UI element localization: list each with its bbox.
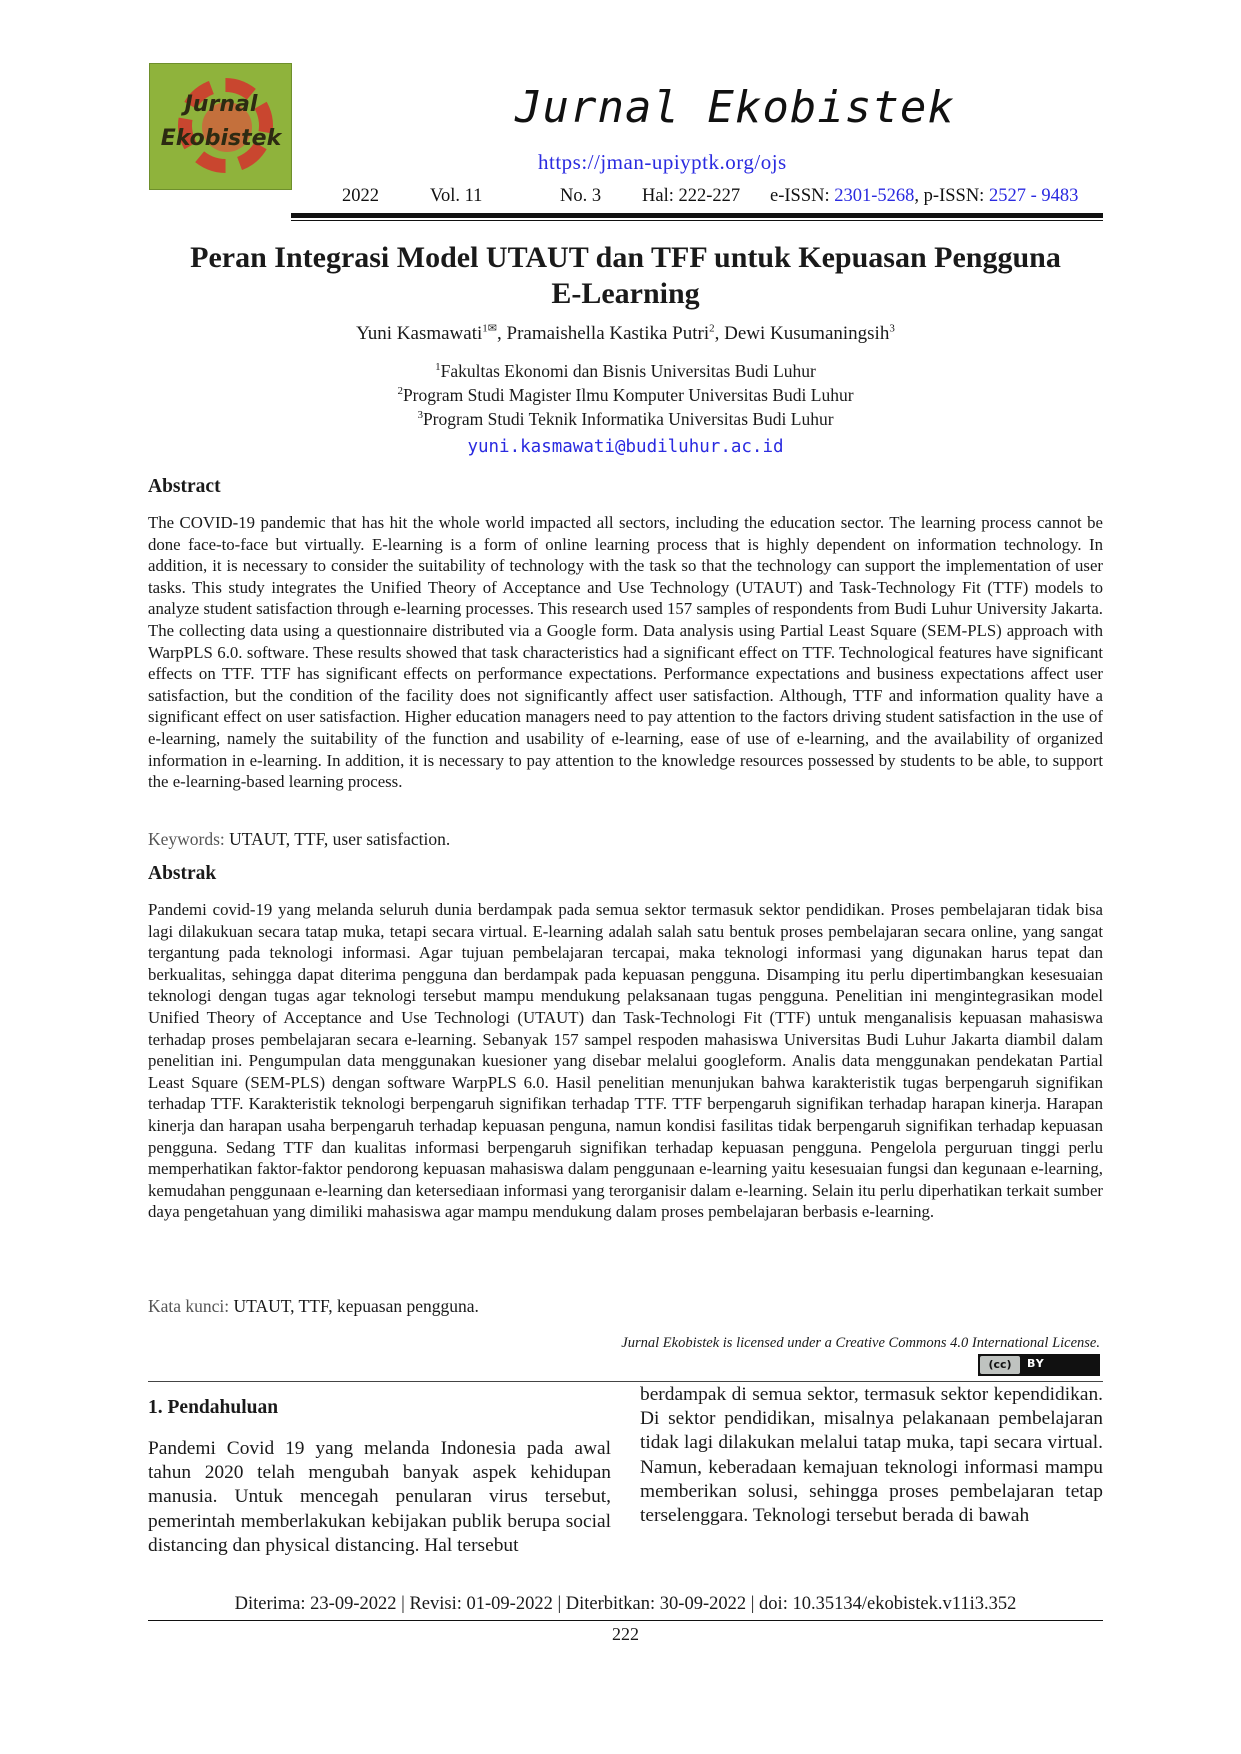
kata-kunci-line	[148, 1296, 479, 1317]
keywords-text: UTAUT, TTF, user satisfaction.	[229, 829, 451, 849]
by-icon: BY	[1027, 1357, 1045, 1370]
paper-title-line1: Peran Integrasi Model UTAUT dan TFF untuk Kepuasan Pengguna	[190, 241, 1061, 274]
affiliation-2	[148, 385, 1103, 406]
author-superscript: 3	[889, 322, 895, 335]
abstrak-text: Pandemi covid-19 yang melanda seluruh dunia berdampak pada semua sektor termasuk sektor pendidikan. Proses pembelajaran tidak bisa lagi dilakukuan secara tatap muka, tetapi secara virtual. E-learning adalah salah satu bentuk proses pembelajaran secara online, yang sangat tergantung pada teknologi informasi. Agar tujuan pembelajaran tercapai, maka teknologi informasi yang digunakan harus tepat dan berkualitas, sehingga dapat diterima pengguna dan berdampak pada kepuasan pengguna. Disamping itu perlu dipertimbangkan kesesuaian teknologi dengan tugas agar teknologi tersebut mampu mendukung pelaksanaan tugas pengguna. Penelitian ini mengintegrasikan model Unified Theory of Acceptance and Use Technologi (UTAUT) dan Task-Technologi Fit (TTF) untuk menganalisis kepuasan mahasiswa terhadap proses pembelajaran secara e-learning. Sebanyak 157 sampel respoden mahasiswa Universitas Budi Luhur Jakarta diambil dalam penelitian ini. Pengumpulan data menggunakan kuesioner yang disebar melalui googleform. Analis data menggunakan pendekatan Partial Least Square (SEM-PLS) dengan software WarpPLS 6.0. Hasil penelitian menunjukan bahwa karakteristik tugas berpengaruh signifikan terhadap TTF. Karakteristik teknologi berpengaruh signifikan terhadap TTF. TTF berpengaruh signifikan terhadap harapan kinerja. Harapan kinerja dan harapan usaha berpengaruh terhadap kepuasan penguna, namun kondisi fasilitas tidak berpengaruh signifikan terhadap kepuasan pengguna. Sedang TTF dan kualitas informasi berpengaruh signifikan terhadap kepuasan pengguna. Pengelola perguruan tinggi perlu memperhatikan faktor-faktor pendorong kepuasan mahasiswa dalam penggunaan e-learning yaitu kesesuaian fungsi dan kegunaan e-learning, kemudahan penggunaan e-learning dan ketersediaan informasi yang terorganisir dalam e-learning. Selain itu perlu diperhatikan terkait sumber daya pengetahuan yang dimiliki mahasiswa agar mampu mendukung dalam proses pembelajaran berbasis e-learning.	[148, 900, 1103, 1222]
license-notice[interactable]: Jurnal Ekobistek is licensed under a Creative Commons 4.0 International License.	[621, 1335, 1100, 1351]
abstrak-heading: Abstrak	[148, 863, 217, 884]
affiliation-text: Program Studi Magister Ilmu Komputer Universitas Budi Luhur	[402, 385, 854, 405]
author-list	[148, 323, 1103, 345]
abstract-heading: Abstract	[148, 476, 221, 497]
issue-number: No. 3	[560, 186, 602, 206]
affiliation-superscript: 3	[417, 409, 423, 422]
issue-pages: Hal: 222-227	[642, 186, 741, 206]
author-name: , Dewi Kusumaningsih	[714, 323, 890, 344]
journal-logo	[149, 63, 292, 190]
keywords-line	[148, 829, 450, 850]
cc-icon: (cc)	[980, 1356, 1020, 1374]
section-divider	[148, 1381, 1103, 1382]
author-name: Yuni Kasmawati	[356, 323, 483, 344]
issue-year: 2022	[342, 186, 379, 206]
author-superscript: 1✉	[482, 322, 497, 335]
abstract-text: The COVID-19 pandemic that has hit the whole world impacted all sectors, including the education sector. The learning process cannot be done face-to-face but virtually. E-learning is a form of online learning process that is highly dependent on information technology. In addition, it is necessary to consider the suitability of technology with the task so that the technology can support the implementation of user tasks. This study integrates the Unified Theory of Acceptance and Use Technology (UTAUT) and Task-Technology Fit (TTF) models to analyze student satisfaction through e-learning processes. This research used 157 samples of respondents from Budi Luhur University Jakarta. The collecting data using a questionnaire distributed via a Google form. Data analysis using Partial Least Square (SEM-PLS) approach with WarpPLS 6.0. software. These results showed that task characteristics had a significant effect on TTF. Technological features have significant effects on TTF. TTF has significant effects on performance expectations. Performance expectations and business expectations affect user satisfaction, but the condition of the facility does not significantly affect user satisfaction. Although, TTF and information quality have a significant effect on user satisfaction. Higher education managers need to pay attention to the factors driving student satisfaction in the use of e-learning, namely the suitability of the function and usability of e-learning, ease of use of e-learning, and the availability of organized information in e-learning. In addition, it is necessary to pay attention to the knowledge resources possessed by students to be able, to support the e-learning-based learning process.	[148, 513, 1103, 792]
affiliation-superscript: 1	[435, 361, 441, 374]
issn-line	[770, 186, 1078, 207]
affiliation-text: Fakultas Ekonomi dan Bisnis Universitas Budi Luhur	[440, 361, 816, 381]
cc-by-badge[interactable]	[978, 1354, 1100, 1376]
eissn-label: e-ISSN:	[770, 186, 830, 206]
journal-url-link[interactable]: https://jman-upiyptk.org/ojs	[538, 150, 787, 174]
body-column-left: Pandemi Covid 19 yang melanda Indonesia pada awal tahun 2020 telah mengubah banyak aspek kehidupan manusia. Untuk mencegah penularan virus tersebut, pemerintah memberlakukan kebijakan publik berupa social distancing dan physical distancing. Hal tersebut	[148, 1438, 611, 1556]
issue-volume: Vol. 11	[430, 186, 483, 206]
page-number: 222	[612, 1624, 639, 1644]
affiliation-superscript: 2	[397, 385, 403, 398]
pissn-link[interactable]: 2527 - 9483	[988, 186, 1079, 206]
keywords-label: Keywords:	[148, 829, 225, 849]
body-column-right: berdampak di semua sektor, termasuk sektor kependidikan. Di sektor pendidikan, misalnya pelakanaan pembelajaran tidak lagi dilakukan melalui tatap muka, tapi secara virtual. Namun, keberadaan kemajuan teknologi informasi mampu memberikan solusi, sehingga proses pembelajaran tetap terselenggara. Teknologi tersebut berada di bawah	[640, 1384, 1103, 1527]
eissn-link[interactable]: 2301-5268	[834, 186, 915, 206]
footer-rule	[148, 1620, 1103, 1621]
affiliation-3	[148, 409, 1103, 430]
header-rule-thick	[291, 213, 1103, 218]
affiliation-1	[148, 361, 1103, 382]
logo-text-line2: Ekobistek	[160, 126, 282, 151]
author-superscript: 2	[709, 322, 715, 335]
kata-kunci-label: Kata kunci:	[148, 1296, 230, 1316]
author-email-link[interactable]: yuni.kasmawati@budiluhur.ac.id	[467, 437, 784, 457]
pissn-label: , p-ISSN:	[914, 186, 985, 206]
paper-title	[148, 240, 1103, 312]
header-rule-thin	[291, 220, 1103, 221]
section-heading: 1. Pendahuluan	[148, 1397, 279, 1418]
logo-text-line1: Jurnal	[184, 92, 258, 117]
journal-title: Jurnal Ekobistek	[515, 82, 955, 133]
paper-title-line2: E-Learning	[551, 277, 700, 310]
kata-kunci-text: UTAUT, TTF, kepuasan pengguna.	[233, 1296, 479, 1316]
publication-dates: Diterima: 23-09-2022 | Revisi: 01-09-2022 | Diterbitkan: 30-09-2022 | doi: 10.35134/ekobistek.v11i3.352	[234, 1594, 1017, 1614]
author-name: , Pramaishella Kastika Putri	[497, 323, 710, 344]
affiliation-text: Program Studi Teknik Informatika Universitas Budi Luhur	[422, 409, 834, 429]
